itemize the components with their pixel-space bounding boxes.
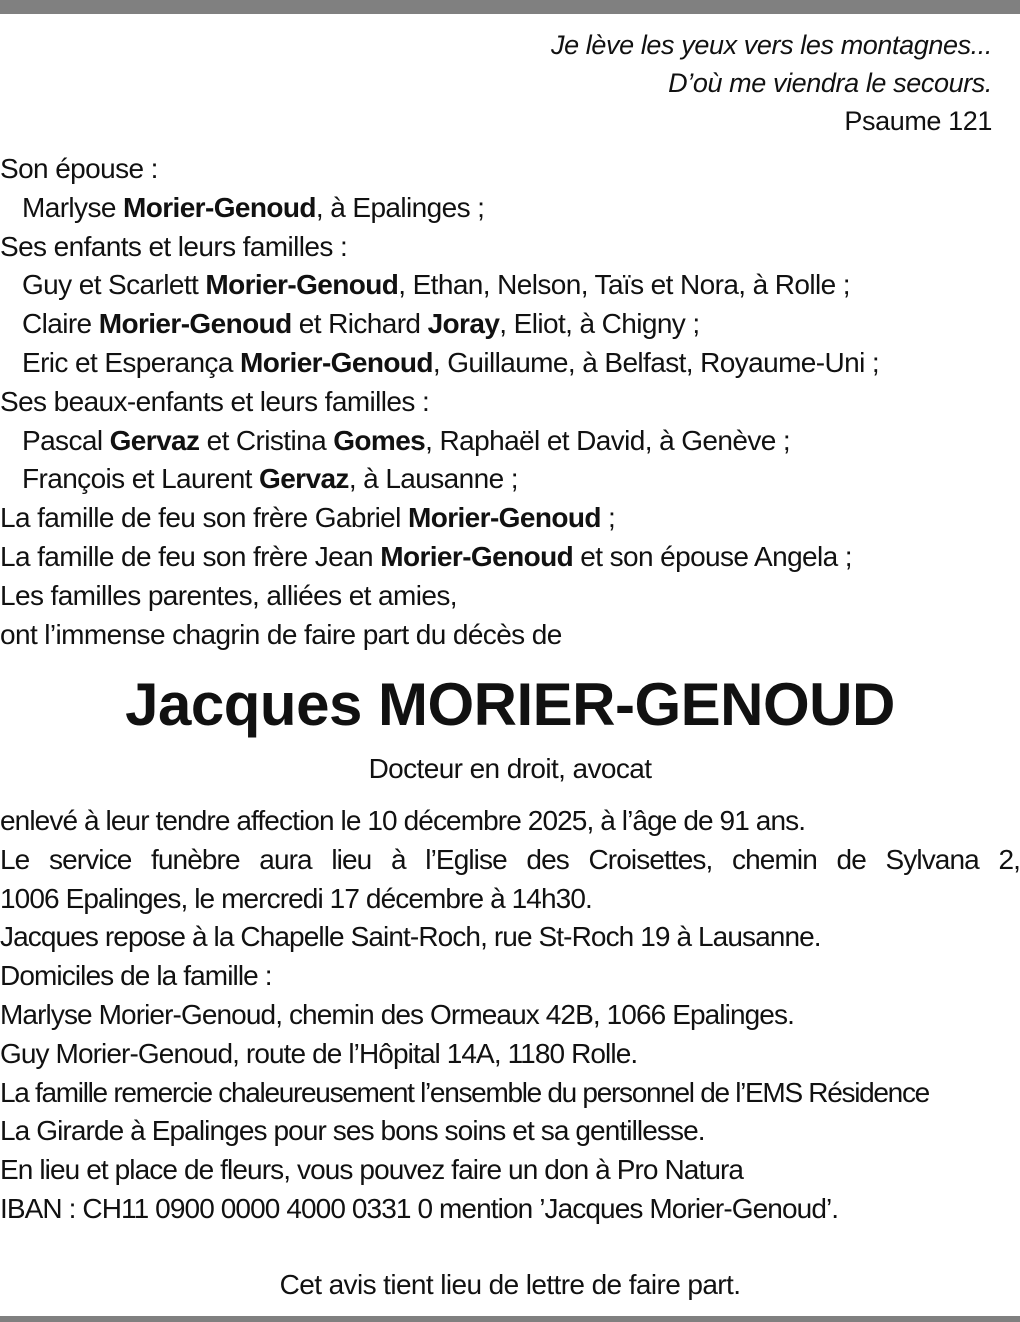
details-line: IBAN : CH11 0900 0000 4000 0331 0 mention ’Jacques Morier-Genoud’.	[0, 1192, 839, 1224]
spouse-label: Son épouse :	[0, 153, 158, 184]
stepchildren-label: Ses beaux-enfants et leurs familles :	[0, 385, 430, 417]
details-line: Marlyse Morier-Genoud, chemin des Ormeaux 42B, 1066 Epalinges.	[0, 998, 794, 1030]
relatives-line: Les familles parentes, alliées et amies,	[0, 579, 457, 611]
deceased-name: Jacques MORIER-GENOUD	[125, 671, 895, 738]
details-line: En lieu et place de fleurs, vous pouvez faire un don à Pro Natura	[0, 1154, 744, 1186]
details-line: La famille remercie chaleureusement l’ensemble du personnel de l’EMS Résidence	[0, 1076, 929, 1108]
details-line: 1006 Epalinges, le mercredi 17 décembre à 14h30.	[0, 882, 592, 914]
details-line: Le service funèbre aura lieu à l’Eglise des Croisettes, chemin de Sylvana 2,	[0, 843, 1020, 875]
child-line: Guy et Scarlett Morier-Genoud, Ethan, Nelson, Taïs et Nora, à Rolle ;	[22, 269, 850, 301]
child-line: Claire Morier-Genoud et Richard Joray, Eliot, à Chigny ;	[22, 308, 700, 340]
children-label: Ses enfants et leurs familles :	[0, 230, 348, 262]
family-list	[0, 150, 1020, 654]
closing-note: Cet avis tient lieu de lettre de faire part.	[279, 1269, 741, 1300]
details-line: Jacques repose à la Chapelle Saint-Roch, rue St-Roch 19 à Lausanne.	[0, 921, 821, 953]
details-line: La Girarde à Epalinges pour ses bons soins et sa gentillesse.	[0, 1115, 705, 1147]
details-block	[0, 802, 1020, 1229]
brother-family-line: La famille de feu son frère Gabriel Morier-Genoud ;	[0, 502, 616, 534]
top-rule	[0, 0, 1020, 14]
psalm-verse	[551, 26, 992, 140]
details-line: Domiciles de la famille :	[0, 960, 272, 992]
child-line: Eric et Esperança Morier-Genoud, Guillaume, à Belfast, Royaume-Uni ;	[22, 346, 880, 378]
announcement-line: ont l’immense chagrin de faire part du décès de	[0, 618, 562, 650]
details-line: Guy Morier-Genoud, route de l’Hôpital 14A, 1180 Rolle.	[0, 1037, 638, 1069]
bottom-rule	[0, 1316, 1020, 1322]
details-line: enlevé à leur tendre affection le 10 décembre 2025, à l’âge de 91 ans.	[0, 805, 806, 836]
stepchild-line: Pascal Gervaz et Cristina Gomes, Raphaël et David, à Genève ;	[22, 424, 791, 456]
verse-line-2: D’où me viendra le secours.	[668, 68, 992, 98]
stepchild-line: François et Laurent Gervaz, à Lausanne ;	[22, 463, 518, 495]
spouse-line: Marlyse Morier-Genoud, à Epalinges ;	[22, 191, 485, 223]
verse-reference: Psaume 121	[844, 106, 992, 136]
brother-family-line: La famille de feu son frère Jean Morier-Genoud et son épouse Angela ;	[0, 540, 852, 572]
verse-line-1: Je lève les yeux vers les montagnes...	[550, 30, 992, 60]
deceased-title: Docteur en droit, avocat	[368, 753, 652, 784]
